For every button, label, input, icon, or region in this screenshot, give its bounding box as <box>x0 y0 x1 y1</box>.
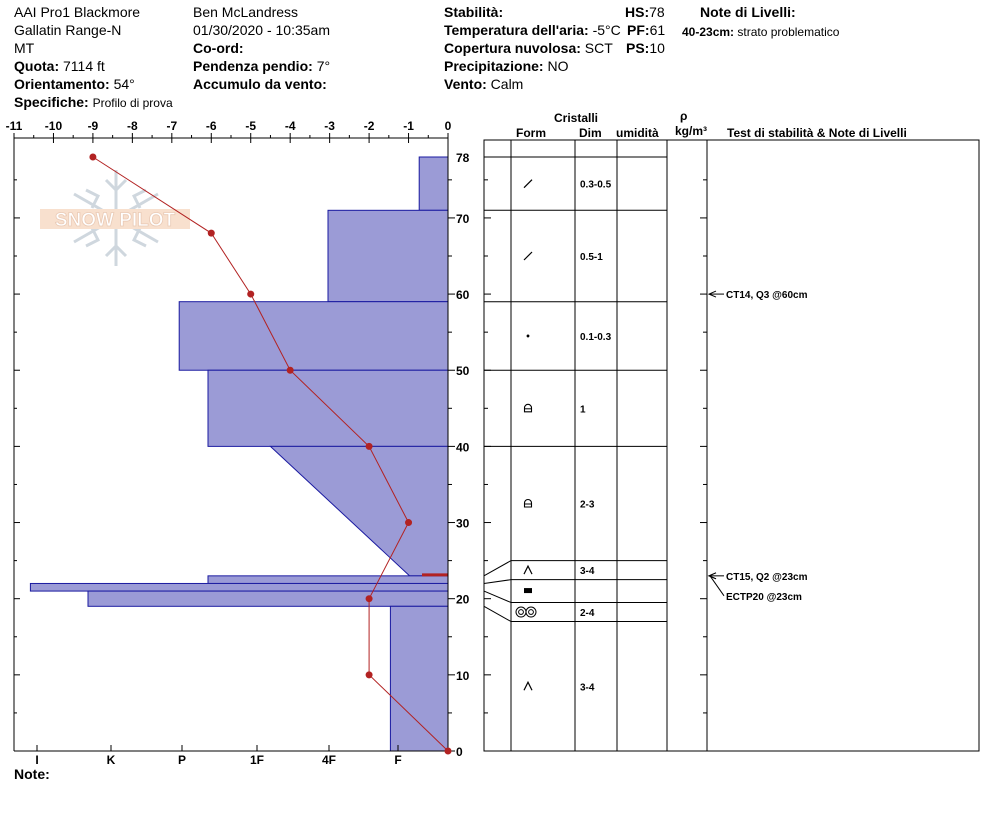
density-symbol: ρ <box>680 109 688 123</box>
observer: Ben McLandress <box>193 4 299 20</box>
hs-value: 78 <box>649 4 665 20</box>
logo-text: SNOW PILOT <box>54 210 176 231</box>
depth-tick-label: 70 <box>456 211 470 226</box>
layer-size: 0.5-1 <box>580 252 603 263</box>
depth-tick-label: 40 <box>456 440 470 455</box>
temp-tick-label: -4 <box>284 119 296 133</box>
density-unit: kg/m³ <box>675 124 708 138</box>
hardness-layer-1 <box>328 210 448 301</box>
hardness-tick-label: I <box>35 753 39 767</box>
icon-slash <box>524 252 532 260</box>
layer-notes-label: Note di Livelli: <box>700 4 796 20</box>
note-label: Note: <box>14 766 50 782</box>
cloud-value: SCT <box>584 40 613 56</box>
air-temp-label: Temperatura dell'aria: <box>444 22 589 38</box>
depth-tick-label: 78 <box>456 151 470 165</box>
hardness-profile <box>30 157 448 751</box>
precip-value: NO <box>547 58 569 74</box>
icon-ring-inner <box>529 610 534 615</box>
tests-header: Test di stabilità & Note di Livelli <box>727 126 907 140</box>
wind-loading-label: Accumulo da vento: <box>193 76 327 92</box>
precip-label: Precipitazione: <box>444 58 544 74</box>
temp-tick-label: -8 <box>127 119 138 133</box>
icon-slash <box>524 180 532 188</box>
layer-table <box>484 140 979 751</box>
icon-ring <box>526 607 536 617</box>
layer-size: 3-4 <box>580 566 595 578</box>
datetime: 01/30/2020 - 10:35am <box>193 22 330 38</box>
pf-label: PF: <box>627 22 650 38</box>
icon-dome <box>525 404 532 411</box>
precip-particle-slash-icon <box>524 180 532 188</box>
hs-label: HS: <box>625 4 650 20</box>
rounded-grain-dot-icon <box>527 335 530 338</box>
test-leader <box>710 576 724 596</box>
hardness-layer-8 <box>390 606 448 751</box>
stability-test-label: ECTP20 @23cm <box>726 591 802 603</box>
layer-size: 1 <box>580 404 586 416</box>
temp-tick-label: -10 <box>44 119 63 133</box>
icon-caret <box>524 682 532 690</box>
icon-ring <box>516 607 526 617</box>
faceted-rounded-icon <box>525 404 532 411</box>
decomposing-fragment-slash-icon <box>524 252 532 260</box>
temperature-point <box>208 230 215 237</box>
layer-size: 2-4 <box>580 608 595 620</box>
ice-crust-bar-icon <box>524 588 532 593</box>
specifics-label: Specifiche: <box>14 94 89 110</box>
observer-org: AAI Pro1 Blackmore <box>14 4 141 20</box>
crystals-header: Cristalli <box>554 111 599 125</box>
stability-label: Stabilità: <box>444 4 504 20</box>
size-header: Dim <box>579 126 602 140</box>
stability-test-label: CT15, Q2 @23cm <box>726 571 808 583</box>
temperature-point <box>445 748 452 755</box>
hardness-layer-7 <box>88 591 448 606</box>
hardness-layer-2 <box>179 302 448 371</box>
coord-label: Co-ord: <box>193 40 244 56</box>
wind-label: Vento: <box>444 76 487 92</box>
temp-tick-label: -7 <box>166 119 178 133</box>
depth-tick-label: 10 <box>456 668 470 683</box>
temp-tick-label: -5 <box>245 119 257 133</box>
hardness-tick-label: K <box>106 753 116 767</box>
icon-dome <box>525 500 532 507</box>
aspect-value: 54° <box>113 76 135 92</box>
depth-hoar-caret-icon <box>524 566 532 574</box>
ps-value: 10 <box>649 40 665 56</box>
temperature-point <box>366 595 373 602</box>
temperature-point <box>366 443 373 450</box>
stability-test <box>709 290 808 301</box>
elevation-value: 7114 ft <box>63 58 105 74</box>
depth-tick-label: 0 <box>456 745 463 759</box>
layer-size: 0.3-0.5 <box>580 179 612 191</box>
wind-value: Calm <box>490 76 524 92</box>
icon-caret <box>524 566 532 574</box>
depth-tick-label: 50 <box>456 364 470 379</box>
temp-tick-label: -2 <box>363 119 375 133</box>
temperature-point <box>89 154 96 161</box>
melt-cluster-icon <box>516 607 536 617</box>
depth-tick-label: 30 <box>456 516 470 531</box>
state: MT <box>14 40 35 56</box>
icon-dot <box>527 335 530 338</box>
layer-size: 0.1-0.3 <box>580 331 612 343</box>
layer-size: 2-3 <box>580 499 595 511</box>
depth-tick-label: 20 <box>456 592 470 607</box>
hardness-tick-label: 4F <box>321 753 337 767</box>
temp-tick-label: -11 <box>5 119 23 133</box>
hardness-tick-label: 1F <box>249 753 265 767</box>
temp-tick-label: -3 <box>324 119 335 133</box>
faceted-rounded-icon <box>525 500 532 507</box>
hardness-layer-4 <box>270 446 448 575</box>
temperature-point <box>247 291 254 298</box>
hardness-layer-3 <box>208 370 448 446</box>
icon-ring-inner <box>519 610 524 615</box>
range: Gallatin Range-N <box>14 22 122 38</box>
temp-tick-label: -1 <box>403 119 414 133</box>
temp-tick-label: -6 <box>205 119 217 133</box>
specifics-value: Profilo di prova <box>92 96 173 110</box>
hardness-tick-label: F <box>394 753 402 767</box>
temp-tick-label: -9 <box>87 119 99 133</box>
pf-value: 61 <box>649 22 666 38</box>
temperature-point <box>366 671 373 678</box>
icon-bar <box>524 588 532 593</box>
slope-value: 7° <box>316 58 331 74</box>
hardness-layer-0 <box>419 157 448 210</box>
hardness-layer-5 <box>208 576 448 584</box>
stability-test-label: CT14, Q3 @60cm <box>726 290 808 302</box>
depth-hoar-caret-icon <box>524 682 532 690</box>
layer-size: 3-4 <box>580 682 595 694</box>
layer-note-range: 40-23cm: <box>682 25 735 39</box>
form-header: Form <box>516 126 546 140</box>
slope-label: Pendenza pendio: <box>193 58 313 74</box>
temperature-point <box>405 519 412 526</box>
ps-label: PS: <box>626 40 650 56</box>
elevation-label: Quota: <box>14 58 60 74</box>
moisture-header: umidità <box>616 126 659 140</box>
snowpilot-logo <box>40 170 190 266</box>
air-temp-value: -5°C <box>592 22 621 38</box>
depth-tick-label: 60 <box>456 288 470 303</box>
layer-note-text: strato problematico <box>737 25 840 39</box>
cloud-label: Copertura nuvolosa: <box>444 40 581 56</box>
table-frame <box>484 140 979 751</box>
hardness-layer-6 <box>30 583 448 591</box>
stability-test <box>709 572 808 583</box>
hardness-tick-label: P <box>177 753 187 767</box>
temperature-point <box>287 367 294 374</box>
aspect-label: Orientamento: <box>14 76 110 92</box>
temp-tick-label: 0 <box>444 119 452 133</box>
